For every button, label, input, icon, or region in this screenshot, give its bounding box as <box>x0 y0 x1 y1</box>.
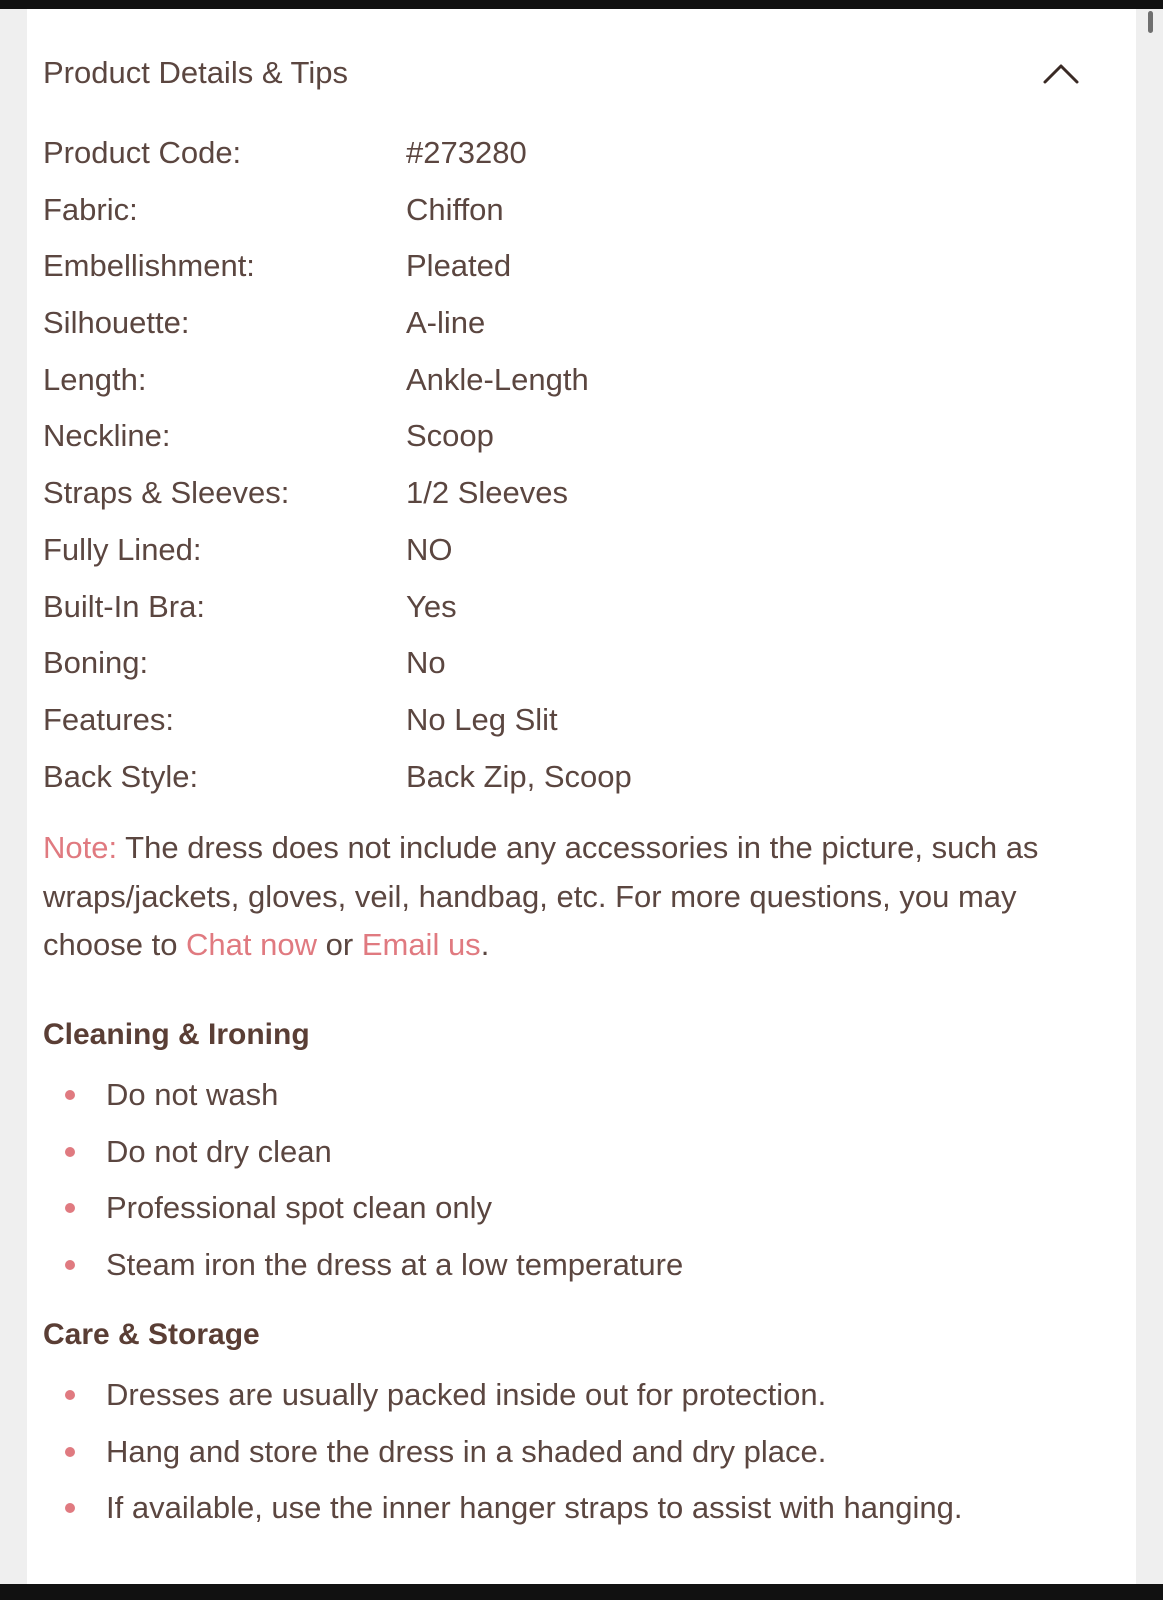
product-details-title: Product Details & Tips <box>43 55 348 90</box>
status-bar <box>0 0 1163 9</box>
spec-row-back-style <box>43 754 1093 811</box>
spec-value: Chiffon <box>406 191 504 227</box>
spec-value: Ankle-Length <box>406 361 589 397</box>
list-item <box>43 1077 1083 1113</box>
spec-value: 1/2 Sleeves <box>406 475 568 511</box>
spec-value: A-line <box>406 305 486 341</box>
spec-value: No <box>406 645 446 681</box>
note-joiner: or <box>317 927 362 962</box>
spec-value: NO <box>406 531 453 567</box>
bullet-icon <box>65 1090 75 1100</box>
bullet-icon <box>65 1203 75 1213</box>
spec-row-straps-sleeves <box>43 470 1093 527</box>
bottom-bar <box>0 1584 1163 1600</box>
bullet-icon <box>65 1260 75 1270</box>
spec-value: Back Zip, Scoop <box>406 758 632 794</box>
bullet-icon <box>65 1147 75 1157</box>
chat-now-link[interactable]: Chat now <box>186 927 318 962</box>
scrollbar-thumb[interactable] <box>1148 11 1153 33</box>
spec-value: No Leg Slit <box>406 701 558 737</box>
spec-row-neckline <box>43 413 1093 470</box>
collapse-toggle-button[interactable] <box>1041 54 1081 92</box>
spec-label: Embellishment: <box>43 248 255 284</box>
chevron-up-icon <box>1041 54 1081 92</box>
spec-row-silhouette <box>43 300 1093 357</box>
accessories-note <box>43 824 1083 970</box>
spec-label: Fully Lined: <box>43 531 202 567</box>
list-item-text: Steam iron the dress at a low temperature <box>106 1247 684 1283</box>
spec-row-fabric <box>43 187 1093 244</box>
cleaning-ironing-list <box>43 1077 1083 1283</box>
list-item <box>43 1490 1006 1526</box>
bullet-icon <box>65 1447 75 1457</box>
spec-label: Length: <box>43 361 147 397</box>
spec-value: Pleated <box>406 248 512 284</box>
list-item <box>43 1434 1083 1470</box>
list-item <box>43 1377 1083 1413</box>
list-item <box>43 1134 1083 1170</box>
spec-label: Straps & Sleeves: <box>43 475 290 511</box>
spec-value: Scoop <box>406 418 494 454</box>
spec-value: Yes <box>406 588 457 624</box>
spec-row-length <box>43 357 1093 414</box>
spec-row-features <box>43 697 1093 754</box>
spec-label: Boning: <box>43 645 149 681</box>
spec-row-built-in-bra <box>43 584 1093 641</box>
spec-label: Features: <box>43 701 174 737</box>
spec-row-embellishment <box>43 243 1093 300</box>
bullet-icon <box>65 1390 75 1400</box>
spec-label: Silhouette: <box>43 305 190 341</box>
list-item-text: If available, use the inner hanger straps to assist with hanging. <box>106 1490 963 1526</box>
spec-row-fully-lined <box>43 527 1093 584</box>
spec-label: Product Code: <box>43 135 242 170</box>
scrollbar-track[interactable] <box>1136 9 1163 1584</box>
list-item <box>43 1190 1083 1226</box>
spec-row-boning <box>43 640 1093 697</box>
list-item-text: Hang and store the dress in a shaded and dry place. <box>106 1433 827 1469</box>
care-storage-heading: Care & Storage <box>43 1318 260 1351</box>
list-item-text: Do not dry clean <box>106 1133 332 1169</box>
product-details-header[interactable] <box>43 50 1093 96</box>
list-item-text: Professional spot clean only <box>106 1190 493 1226</box>
note-suffix: . <box>480 927 490 962</box>
list-item <box>43 1247 1083 1283</box>
spec-row-product-code <box>43 130 1093 187</box>
bullet-icon <box>65 1503 75 1513</box>
cleaning-ironing-heading: Cleaning & Ironing <box>43 1018 310 1051</box>
note-prefix: Note: <box>43 830 118 865</box>
spec-table <box>43 130 1093 810</box>
spec-label: Fabric: <box>43 191 138 227</box>
spec-label: Neckline: <box>43 418 171 454</box>
list-item-text: Dresses are usually packed inside out for protection. <box>106 1377 827 1412</box>
spec-label: Built-In Bra: <box>43 588 205 624</box>
spec-label: Back Style: <box>43 758 199 794</box>
list-item-text: Do not wash <box>106 1077 279 1112</box>
care-storage-list <box>43 1377 1083 1526</box>
note-text: The dress does not include any accessories in the picture, such as wraps/jackets, gloves, veil, handbag, etc. For more questions, you may choose to <box>43 830 1039 962</box>
spec-value: #273280 <box>406 135 527 170</box>
email-us-link[interactable]: Email us <box>361 927 481 962</box>
